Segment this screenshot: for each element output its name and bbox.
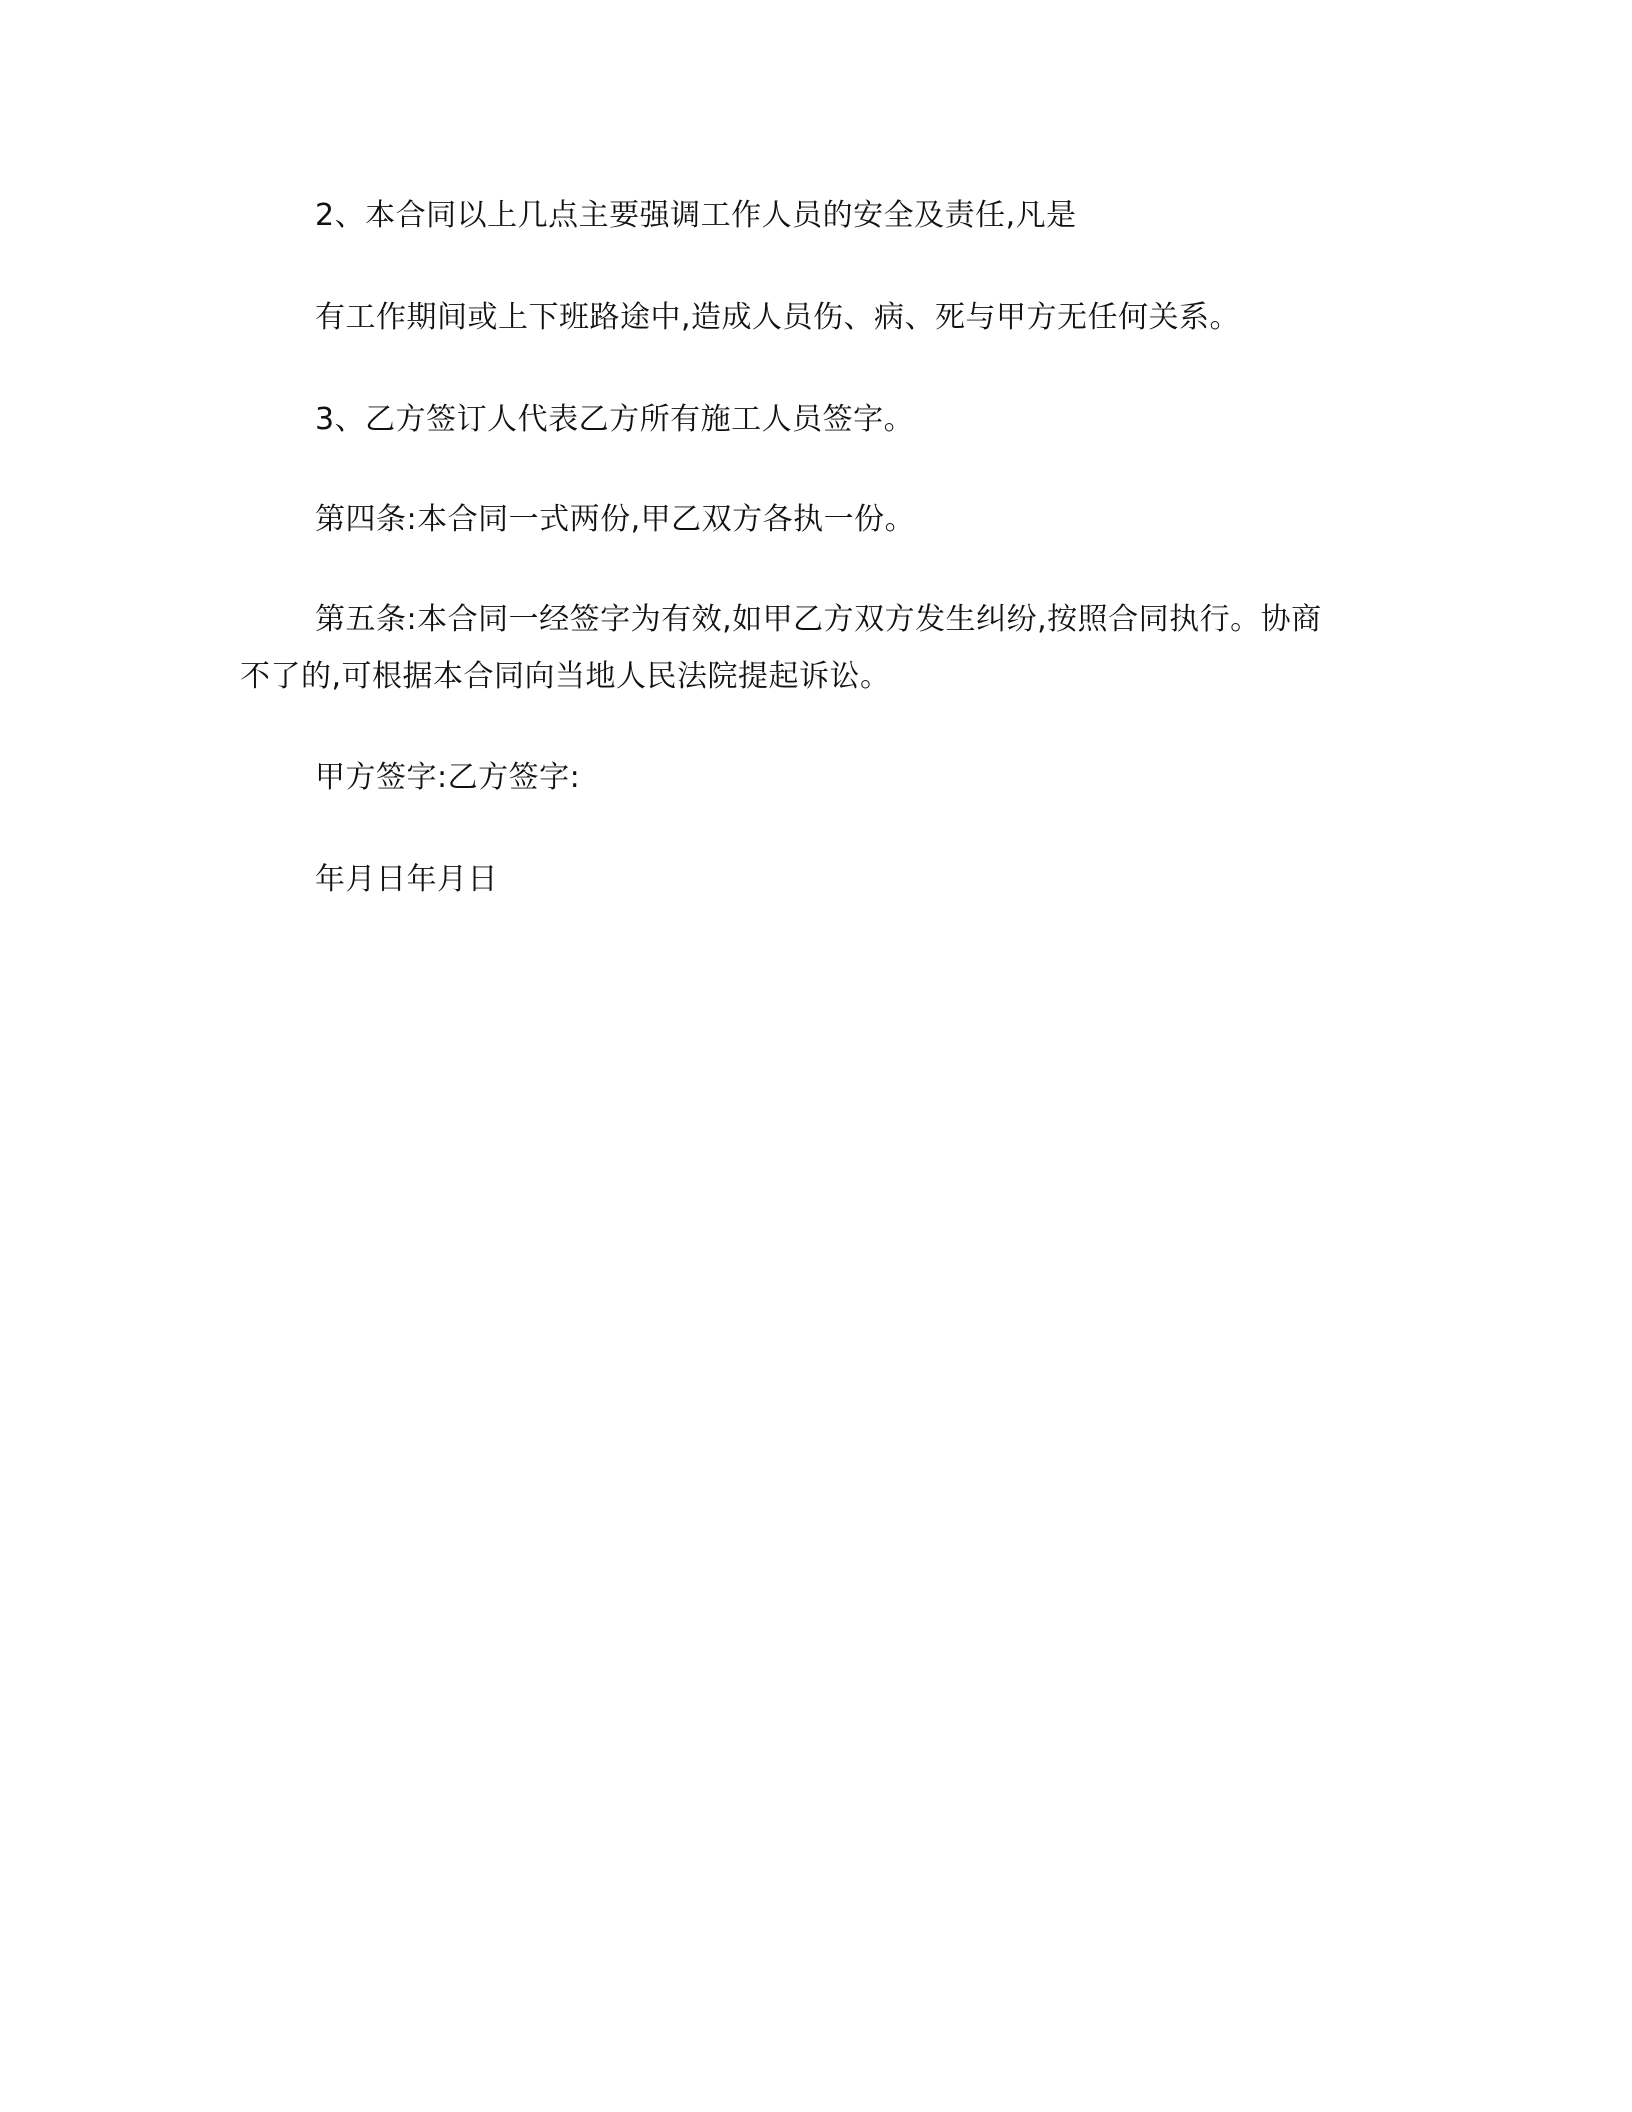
paragraph-article-5-continued: 不了的,可根据本合同向当地人民法院提起诉讼。 — [240, 659, 891, 694]
paragraph-clause-3: 3、乙方签订人代表乙方所有施工人员签字。 — [315, 402, 915, 437]
date-line: 年月日年月日 — [315, 862, 498, 897]
paragraph-clause-2-continued: 有工作期间或上下班路途中,造成人员伤、病、死与甲方无任何关系。 — [315, 300, 1241, 335]
paragraph-article-5: 第五条:本合同一经签字为有效,如甲乙方双方发生纠纷,按照合同执行。协商 — [315, 602, 1322, 637]
paragraph-clause-2: 2、本合同以上几点主要强调工作人员的安全及责任,凡是 — [315, 198, 1077, 233]
paragraph-article-4: 第四条:本合同一式两份,甲乙双方各执一份。 — [315, 502, 916, 537]
signature-line: 甲方签字:乙方签字: — [315, 760, 581, 795]
